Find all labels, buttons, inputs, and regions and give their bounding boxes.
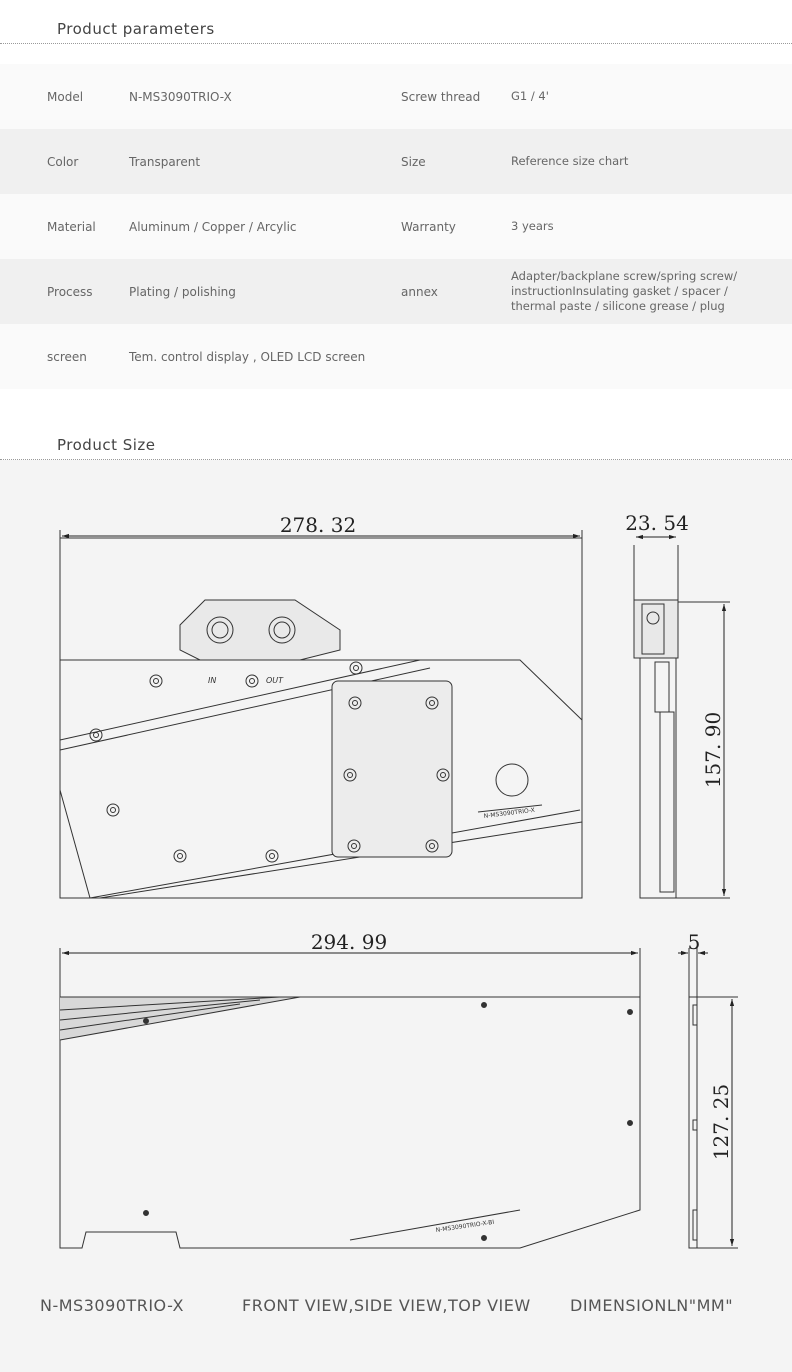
out-label: OUT	[266, 676, 284, 685]
side-depth-label: 23. 54	[625, 511, 689, 535]
dimension-drawing-svg	[0, 460, 792, 1368]
param-value: Aluminum / Copper / Arcylic	[129, 219, 297, 234]
param-label: annex	[401, 284, 438, 299]
backplate-side	[689, 997, 697, 1248]
front-width-label: 278. 32	[279, 513, 357, 537]
backplate-badge-text: N-MS3090TRIO-X-BI	[435, 1218, 495, 1234]
in-label: IN	[208, 676, 217, 685]
param-label: Warranty	[401, 219, 456, 234]
param-label: Color	[47, 154, 79, 169]
param-label	[401, 324, 506, 389]
table-row	[0, 129, 792, 194]
param-value: Tem. control display , OLED LCD screen	[129, 349, 366, 364]
params-section-header	[0, 0, 792, 44]
param-label: Process	[47, 284, 93, 299]
backplate-height-label: 127. 25	[709, 1083, 733, 1161]
table-row	[0, 324, 792, 389]
param-value	[511, 324, 771, 389]
param-value: N-MS3090TRIO-X	[129, 89, 232, 104]
table-row	[0, 194, 792, 259]
param-value: Adapter/backplane screw/spring screw/ instructionInsulating gasket / spacer / thermal paste / silicone grease / plug	[511, 269, 738, 313]
caption-model: N-MS3090TRIO-X	[40, 1296, 185, 1315]
spacer	[0, 389, 792, 416]
param-label: screen	[47, 349, 87, 364]
param-label: Model	[47, 89, 84, 104]
param-value: Reference size chart	[511, 154, 629, 168]
caption-unit: DIMENSIONLN"MM"	[570, 1296, 734, 1315]
front-view	[60, 538, 582, 898]
param-value: Plating / polishing	[129, 284, 236, 299]
params-table	[0, 64, 792, 389]
technical-drawing	[0, 460, 792, 1368]
height-label: 157. 90	[701, 711, 725, 789]
table-row	[0, 259, 792, 324]
param-label: Size	[401, 154, 426, 169]
side-view	[634, 600, 678, 898]
size-section-title: Product Size	[57, 436, 156, 454]
size-section-header	[0, 416, 792, 460]
param-value: Transparent	[129, 154, 201, 169]
model-badge-text: N-MS3090TRIO-X	[483, 806, 536, 820]
param-label: Material	[47, 219, 96, 234]
caption-views: FRONT VIEW,SIDE VIEW,TOP VIEW	[242, 1296, 531, 1315]
param-value: 3 years	[511, 219, 554, 233]
params-section-title: Product parameters	[57, 20, 215, 38]
backplate-width-label: 294. 99	[310, 930, 388, 954]
backplate-thickness-label: 5	[687, 930, 701, 954]
spacer	[0, 44, 792, 64]
param-label: Screw thread	[401, 89, 481, 104]
table-row	[0, 64, 792, 129]
param-value: G1 / 4'	[511, 89, 549, 103]
backplate-view	[60, 997, 640, 1248]
front-outline	[60, 538, 582, 898]
